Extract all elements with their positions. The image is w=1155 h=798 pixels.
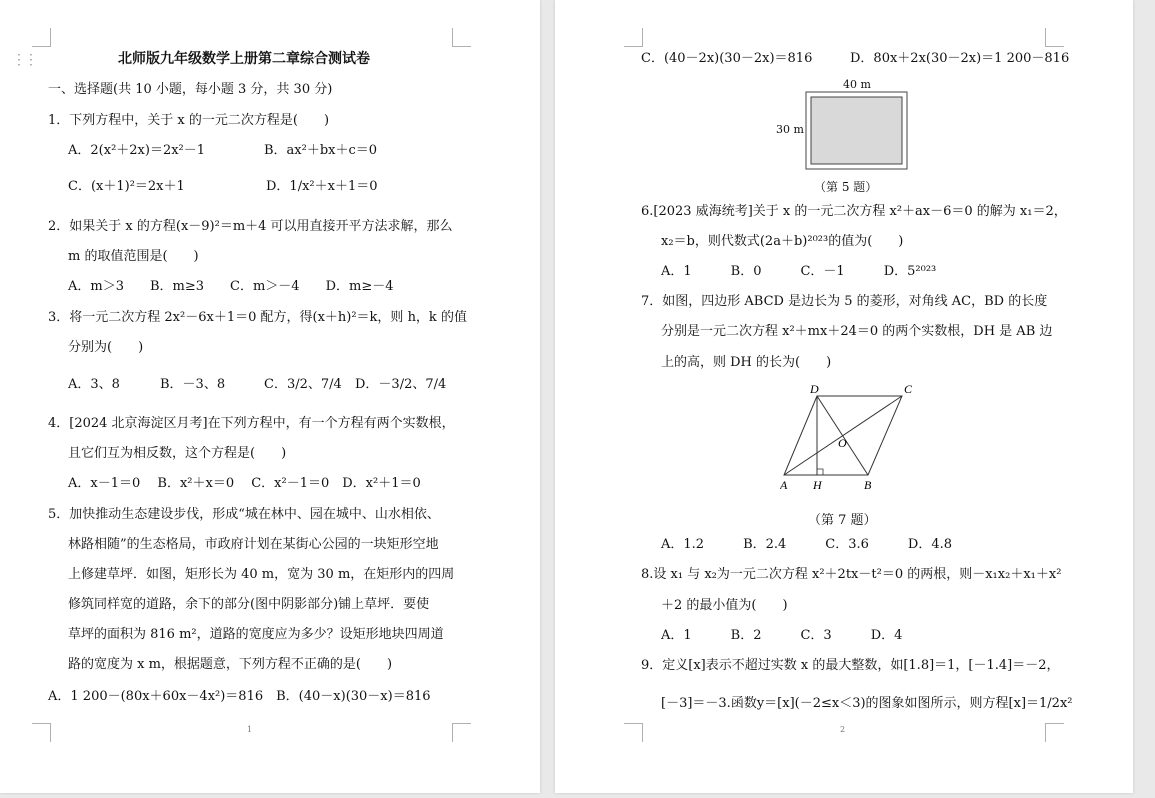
q4-stem: 4．[2024 北京海淀区月考]在下列方程中，有一个方程有两个实数根， [48, 416, 455, 431]
figure-5-rectangle [805, 91, 909, 171]
crop-mark [452, 28, 471, 47]
q5-stem-cont: 草坪的面积为 816 m²，道路的宽度应为多少？设矩形地块四周道 [68, 627, 444, 642]
q6-stem-cont: x₂＝b，则代数式(2a＋b)²⁰²³的值为( ) [661, 234, 904, 249]
crop-mark [32, 28, 51, 47]
q9-stem-cont: [－3]＝－3.函数y＝[x](－2≤x＜3)的图象如图所示，则方程[x]＝1/2x² [661, 696, 1073, 711]
crop-mark [32, 723, 51, 742]
q8-stem-cont: ＋2 的最小值为( ) [661, 598, 788, 613]
q5-stem-cont: 林路相随”的生态格局，市政府计划在某街心公园的一块矩形空地 [68, 537, 439, 552]
foot-label-h: H [813, 478, 822, 492]
q7-stem: 7．如图，四边形 ABCD 是边长为 5 的菱形，对角线 AC，BD 的长度 [641, 294, 1048, 309]
q3-option-a: A．3、8 [68, 377, 120, 392]
q2-stem-cont: m 的取值范围是( ) [68, 249, 199, 264]
section-heading: 一、选择题(共 10 小题，每小题 3 分，共 30 分) [48, 82, 333, 97]
vertex-label-d: D [810, 382, 819, 396]
crop-mark [624, 28, 643, 47]
q8-options: A．1 B．2 C．3 D．4 [661, 628, 903, 643]
q9-stem: 9．定义[x]表示不超过实数 x 的最大整数，如[1.8]＝1，[－1.4]＝－2， [641, 658, 1060, 673]
figure-7-rhombus [780, 380, 920, 495]
q3-option-b: B．－3、8 [160, 377, 226, 392]
q5-stem-cont: 修筑同样宽的道路，余下的部分(图中阴影部分)铺上草坪．要使 [68, 597, 430, 612]
q5-options-ab: A．1 200－(80x＋60x－4x²)＝816 B．(40－x)(30－x)＝816 [48, 689, 431, 704]
doc-title: 北师版九年级数学上册第二章综合测试卷 [118, 51, 370, 67]
q7-stem-cont: 上的高，则 DH 的长为( ) [661, 355, 832, 370]
q5-stem-cont: 路的宽度为 x m，根据题意，下列方程不正确的是( ) [68, 657, 393, 672]
page-1 [0, 0, 540, 793]
q4-stem-cont: 且它们互为相反数，这个方程是( ) [68, 446, 287, 461]
crop-mark [1045, 723, 1064, 742]
right-angle-mark [817, 469, 823, 475]
vertex-label-c: C [904, 382, 913, 396]
q5-option-c: C．(40－2x)(30－2x)＝816 [641, 51, 813, 66]
crop-mark [1045, 28, 1064, 47]
q2-stem: 2．如果关于 x 的方程(x－9)²＝m＋4 可以用直接开平方法求解，那么 [48, 219, 453, 234]
q1-option-a: A．2(x²＋2x)＝2x²－1 [68, 143, 206, 158]
q6-options: A．1 B．0 C．－1 D．5²⁰²³ [661, 264, 937, 279]
crop-mark [624, 723, 643, 742]
drag-handle-icon[interactable]: ⋮⋮ [12, 52, 36, 68]
center-label-o: O [838, 436, 847, 450]
fig7-caption: （第 7 题） [808, 513, 877, 528]
fig5-length-label: 40 m [843, 78, 871, 91]
vertex-label-b: B [864, 478, 872, 492]
q7-options: A．1.2 B．2.4 C．3.6 D．4.8 [661, 537, 953, 552]
q6-stem: 6.[2023 威海统考]关于 x 的一元二次方程 x²＋ax－6＝0 的解为 x₁＝2， [641, 204, 1067, 219]
q1-option-c: C．(x＋1)²＝2x＋1 [68, 179, 185, 194]
q3-stem-cont: 分别为( ) [68, 340, 144, 355]
q4-options: A．x－1＝0 B．x²＋x＝0 C．x²－1＝0 D．x²＋1＝0 [68, 476, 421, 491]
fig5-caption: （第 5 题） [814, 180, 878, 194]
page-number: 2 [840, 725, 846, 734]
q7-stem-cont: 分别是一元二次方程 x²＋mx＋24＝0 的两个实数根，DH 是 AB 边 [661, 324, 1053, 339]
q8-stem: 8.设 x₁ 与 x₂为一元二次方程 x²＋2tx－t²＝0 的两根，则－x₁x₂＋x₁＋x² [641, 567, 1062, 582]
q3-option-c: C．3/2、7/4 [264, 377, 342, 392]
lawn-area [811, 97, 902, 164]
q3-stem: 3．将一元二次方程 2x²－6x＋1＝0 配方，得(x＋h)²＝k，则 h，k 的值 [48, 310, 467, 325]
q1-option-b: B．ax²＋bx＋c＝0 [264, 143, 378, 158]
q5-option-d: D．80x＋2x(30－2x)＝1 200－816 [850, 51, 1070, 66]
q5-stem-cont: 上修建草坪．如图，矩形长为 40 m，宽为 30 m，在矩形内的四周 [68, 567, 455, 582]
q2-options: A．m＞3 B．m≥3 C．m＞－4 D．m≥－4 [68, 279, 394, 294]
vertex-label-a: A [780, 478, 788, 492]
q3-option-d: D．－3/2、7/4 [355, 377, 447, 392]
q1-option-d: D．1/x²＋x＋1＝0 [266, 179, 378, 194]
q1-stem: 1．下列方程中，关于 x 的一元二次方程是( ) [48, 113, 330, 128]
crop-mark [452, 723, 471, 742]
page-number: 1 [247, 725, 253, 734]
q5-stem: 5．加快推动生态建设步伐，形成“城在林中、园在城中、山水相依、 [48, 507, 440, 522]
fig5-width-label: 30 m [776, 123, 804, 136]
page-2 [555, 0, 1133, 793]
